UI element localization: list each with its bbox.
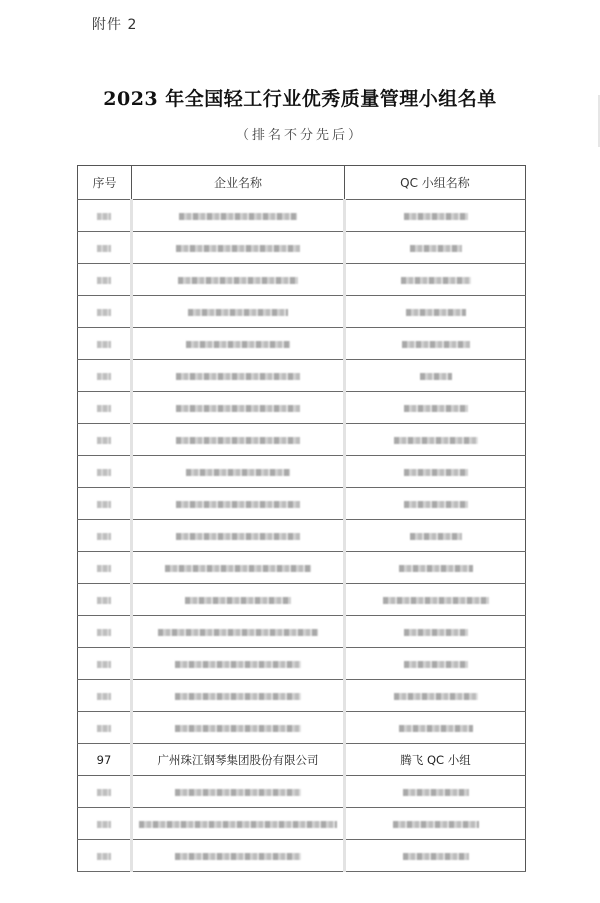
redacted-text [97,277,111,284]
redacted-text [394,693,478,700]
row-group [345,712,526,744]
redacted-text [97,597,111,604]
redacted-text [97,533,111,540]
row-company [132,424,345,456]
document-subtitle: （排名不分先后） [235,128,364,143]
redacted-text [97,565,111,572]
row-group [345,840,526,872]
table-row [78,328,526,360]
row-group [345,552,526,584]
row-index [78,552,132,584]
row-index: 97 [78,744,132,776]
table-row [78,424,526,456]
row-index [78,648,132,680]
table-row [78,840,526,872]
row-company [132,456,345,488]
redacted-text [97,821,111,828]
redacted-text [404,405,468,412]
table-row [78,456,526,488]
table-row [78,232,526,264]
redacted-text [186,341,290,348]
row-group [345,360,526,392]
table-row [78,744,526,776]
redacted-text [176,245,300,252]
row-company [132,648,345,680]
row-group [345,808,526,840]
redacted-text [139,821,337,828]
row-index [78,328,132,360]
row-company [132,296,345,328]
row-company [132,712,345,744]
redacted-text [399,725,473,732]
row-index [78,200,132,232]
redacted-text [410,245,462,252]
row-company [132,584,345,616]
row-group [345,296,526,328]
table-row [78,712,526,744]
redacted-text [404,213,468,220]
table-row [78,648,526,680]
row-company [132,264,345,296]
redacted-text [394,437,478,444]
table-row [78,488,526,520]
row-index [78,360,132,392]
redacted-text [176,437,300,444]
redacted-text [97,405,111,412]
row-group [345,392,526,424]
row-company [132,680,345,712]
redacted-text [97,725,111,732]
redacted-text [402,341,470,348]
row-index [78,296,132,328]
attachment-label: 附件 2 [92,17,138,33]
redacted-text [185,597,291,604]
redacted-text [176,533,300,540]
table-row [78,808,526,840]
redacted-text [401,277,471,284]
redacted-text [188,309,288,316]
redacted-text [97,469,111,476]
row-company [132,616,345,648]
redacted-text [175,693,301,700]
header-company: 企业名称 [132,166,345,200]
row-company [132,840,345,872]
row-group [345,520,526,552]
redacted-text [175,853,301,860]
row-company [132,808,345,840]
table-row [78,680,526,712]
redacted-text [97,213,111,220]
table-body [78,200,526,872]
row-company [132,328,345,360]
table-row [78,200,526,232]
row-group [345,584,526,616]
redacted-text [97,693,111,700]
redacted-text [97,309,111,316]
table-row [78,776,526,808]
redacted-text [97,789,111,796]
row-group [345,648,526,680]
row-index [78,840,132,872]
row-index [78,264,132,296]
table-row [78,296,526,328]
row-group [345,424,526,456]
redacted-text [404,469,468,476]
redacted-text [158,629,318,636]
row-index [78,520,132,552]
row-group: 腾飞 QC 小组 [345,744,526,776]
redacted-text [399,565,473,572]
row-group [345,680,526,712]
row-index [78,392,132,424]
row-index [78,712,132,744]
row-company [132,392,345,424]
row-index [78,616,132,648]
qc-group-table [77,165,526,872]
row-company [132,488,345,520]
row-index [78,808,132,840]
row-group [345,328,526,360]
redacted-text [403,853,469,860]
row-company [132,200,345,232]
redacted-text [175,661,301,668]
row-company: 广州珠江钢琴集团股份有限公司 [132,744,345,776]
table-row [78,360,526,392]
redacted-text [97,853,111,860]
row-group [345,488,526,520]
redacted-text [97,341,111,348]
header-group: QC 小组名称 [345,166,526,200]
table-row [78,264,526,296]
row-company [132,552,345,584]
table-row [78,584,526,616]
redacted-text [410,533,462,540]
row-index [78,584,132,616]
redacted-text [186,469,290,476]
redacted-text [403,789,469,796]
redacted-text [175,789,301,796]
document-title: 2023 年全国轻工行业优秀质量管理小组名单 [103,88,497,110]
redacted-text [97,629,111,636]
redacted-text [383,597,489,604]
redacted-text [176,501,300,508]
row-company [132,520,345,552]
row-company [132,360,345,392]
row-company [132,776,345,808]
redacted-text [97,501,111,508]
redacted-text [176,373,300,380]
redacted-text [179,213,297,220]
redacted-text [97,373,111,380]
row-company [132,232,345,264]
redacted-text [420,373,452,380]
row-index [78,488,132,520]
table-row [78,520,526,552]
header-index: 序号 [78,166,132,200]
redacted-text [165,565,311,572]
row-group [345,232,526,264]
redacted-text [175,725,301,732]
row-group [345,264,526,296]
table-row [78,616,526,648]
row-group [345,456,526,488]
row-group [345,616,526,648]
redacted-text [406,309,466,316]
redacted-text [97,661,111,668]
row-group [345,200,526,232]
table-header-row [78,166,526,200]
table-row [78,552,526,584]
table-row [78,392,526,424]
row-index [78,456,132,488]
row-index [78,424,132,456]
redacted-text [176,405,300,412]
redacted-text [404,661,468,668]
redacted-text [404,501,468,508]
row-index [78,776,132,808]
row-index [78,232,132,264]
redacted-text [178,277,298,284]
redacted-text [404,629,468,636]
redacted-text [393,821,479,828]
row-index [78,680,132,712]
row-group [345,776,526,808]
redacted-text [97,245,111,252]
redacted-text [97,437,111,444]
